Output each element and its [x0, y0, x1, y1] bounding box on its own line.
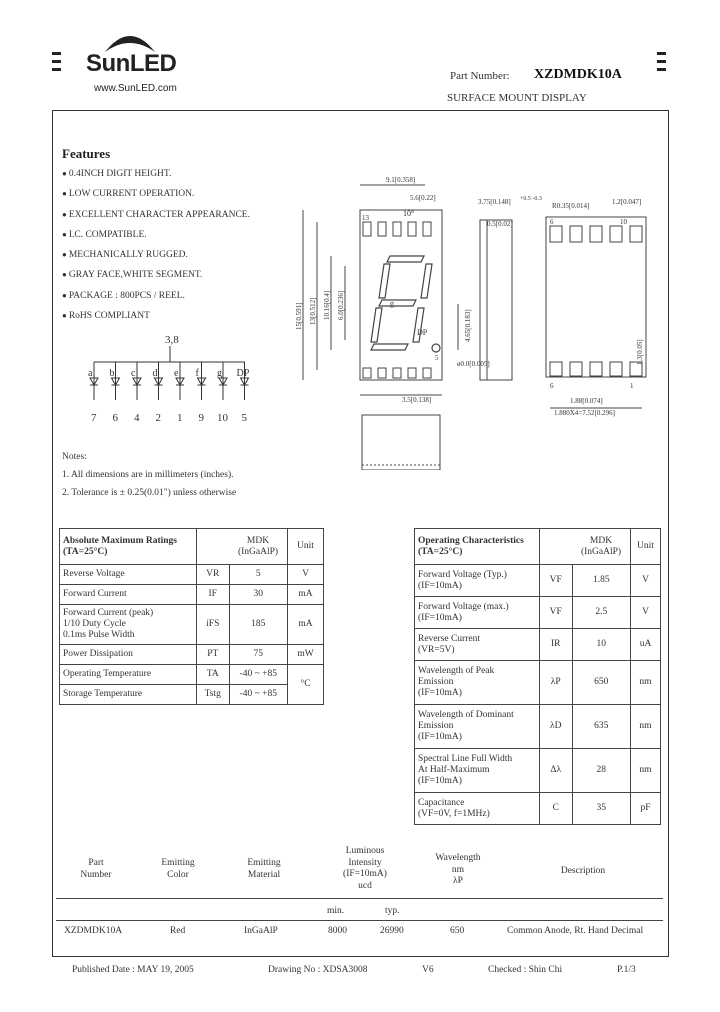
symbol-cell: IF	[197, 585, 230, 605]
dim-width-top: 9.1[0.358]	[386, 176, 416, 184]
table-row	[60, 665, 324, 685]
note-item: 1. All dimensions are in millimeters (inches).	[62, 470, 234, 480]
value-cell: 5	[229, 565, 288, 585]
segment-label: c	[131, 368, 136, 379]
pin5-label: 5	[435, 354, 439, 362]
param-cell: Spectral Line Full Width At Half-Maximum (IF=10mA)	[415, 749, 540, 793]
left-side-mark	[52, 52, 61, 76]
slant-angle-label: 10°	[403, 209, 415, 218]
unit-cell: mA	[288, 605, 324, 645]
unit-cell: nm	[631, 661, 661, 705]
segment-label: b	[109, 368, 115, 379]
abs-max-table	[59, 528, 324, 705]
param-cell: Forward Current (peak) 1/10 Duty Cycle 0.1ms Pulse Width	[60, 605, 197, 645]
value-cell: 1.85	[572, 565, 631, 597]
value-cell: -40 ~ +85	[229, 685, 288, 705]
sel-row-material: InGaAlP	[244, 926, 278, 936]
table-row	[415, 749, 661, 793]
value-cell: 10	[572, 629, 631, 661]
param-cell: Storage Temperature	[60, 685, 197, 705]
unit-cell: °C	[288, 665, 324, 705]
symbol-cell: C	[540, 793, 573, 825]
pin10-label: 10	[620, 218, 627, 226]
part-number: XZDMDK10A	[534, 67, 622, 82]
param-cell: Wavelength of Peak Emission (IF=10mA)	[415, 661, 540, 705]
unit-cell: V	[631, 597, 661, 629]
sel-sub-typ: typ.	[385, 906, 400, 916]
sel-hdr-luminous: Luminous Intensity (IF=10mA) ucd	[343, 846, 387, 891]
dim-height-10: 10.16[0.4]	[323, 290, 331, 320]
mechanical-drawing	[290, 170, 660, 470]
value-cell: 650	[572, 661, 631, 705]
sel-row-description: Common Anode, Rt. Hand Decimal	[507, 926, 644, 936]
part-number-label: Part Number:	[450, 70, 510, 82]
right-side-mark	[657, 52, 666, 76]
common-pins-label: 3,8	[165, 334, 179, 346]
seven-segment-digit	[371, 256, 440, 352]
op-char-header: Operating Characteristics (TA=25°C)	[415, 529, 540, 565]
param-cell: Forward Voltage (max.) (IF=10mA)	[415, 597, 540, 629]
pin-number: 10	[217, 412, 228, 424]
dim-height-total: 15[0.591]	[295, 302, 303, 330]
dim-height-6: 6.0[0.236]	[337, 290, 345, 320]
notes-title: Notes:	[62, 452, 87, 462]
segment-label: g	[217, 368, 222, 379]
param-cell: Reverse Voltage	[60, 565, 197, 585]
pin-number: 7	[91, 412, 97, 424]
feature-item: ● GRAY FACE,WHITE SEGMENT.	[62, 265, 250, 285]
value-cell: -40 ~ +85	[229, 665, 288, 685]
param-cell: Power Dissipation	[60, 645, 197, 665]
dim-seg-spacing: 5.6[0.22]	[410, 194, 436, 202]
value-cell: 30	[229, 585, 288, 605]
table-row	[415, 629, 661, 661]
feature-item: ● EXCELLENT CHARACTER APPEARANCE.	[62, 205, 250, 225]
abs-max-header: Absolute Maximum Ratings (TA=25°C)	[60, 529, 197, 565]
product-subtitle: SURFACE MOUNT DISPLAY	[447, 92, 587, 104]
param-cell: Wavelength of Dominant Emission (IF=10mA)	[415, 705, 540, 749]
segment-label: d	[152, 368, 158, 379]
features-title: Features	[62, 146, 111, 161]
dim-side-inner: 0.5[0.02]	[487, 220, 513, 228]
sel-row-typ: 26990	[380, 926, 404, 936]
unit-cell: pF	[631, 793, 661, 825]
pin-number: 9	[198, 412, 204, 424]
symbol-cell: Tstg	[197, 685, 230, 705]
footer-drawing: Drawing No : XDSA3008	[268, 965, 368, 975]
feature-item: ● MECHANICALLY RUGGED.	[62, 245, 250, 265]
sel-sub-min: min.	[327, 906, 345, 916]
param-cell: Forward Voltage (Typ.) (IF=10mA)	[415, 565, 540, 597]
feature-item: ● PACKAGE : 800PCS / REEL.	[62, 286, 250, 306]
table-row	[60, 605, 324, 645]
table-row	[415, 705, 661, 749]
table-row	[60, 565, 324, 585]
feature-item: ● LOW CURRENT OPERATION.	[62, 184, 250, 204]
g-label: g	[390, 299, 394, 308]
unit-cell: nm	[631, 705, 661, 749]
op-char-table	[414, 528, 661, 825]
unit-cell: uA	[631, 629, 661, 661]
brand-url: www.SunLED.com	[94, 83, 177, 94]
footer-published: Published Date : MAY 19, 2005	[72, 965, 194, 975]
table-row	[60, 585, 324, 605]
abs-max-col-unit: Unit	[288, 529, 324, 565]
notes-block	[62, 448, 236, 502]
features-list	[62, 164, 250, 326]
pin6-label: 6	[550, 218, 554, 226]
footer-page: P.1/3	[617, 965, 636, 975]
footer-checked: Checked : Shin Chi	[488, 965, 563, 975]
op-char-col-mdk: MDK (InGaAlP)	[572, 529, 631, 565]
dim-dp-height: 4.65[0.183]	[464, 309, 472, 342]
dim-pin-w: 1.2[0.047]	[612, 198, 642, 206]
segment-label: DP	[236, 368, 250, 379]
unit-cell: V	[288, 565, 324, 585]
segment-label: e	[174, 368, 179, 379]
param-cell: Capacitance (VF=0V, f=1MHz)	[415, 793, 540, 825]
dim-bottom-width: 3.5[0.138]	[402, 396, 432, 404]
unit-cell: V	[631, 565, 661, 597]
pin-number: 2	[155, 412, 161, 424]
dim-pin-len: 1.3[0.05]	[636, 339, 644, 365]
side-view-body	[480, 220, 512, 380]
value-cell: 28	[572, 749, 631, 793]
value-cell: 635	[572, 705, 631, 749]
selection-guide	[52, 846, 667, 946]
unit-cell: mW	[288, 645, 324, 665]
table-row	[415, 565, 661, 597]
dim-side-thick: 3.75[0.148]	[478, 198, 511, 206]
pin-number: 5	[241, 412, 247, 424]
symbol-cell: λD	[540, 705, 573, 749]
sel-hdr-wavelength: Wavelength nm λP	[435, 853, 481, 886]
pin1-label: 1	[630, 382, 634, 390]
pin-number: 1	[177, 412, 183, 424]
dp-label: DP	[417, 328, 428, 337]
symbol-cell: PT	[197, 645, 230, 665]
dim-pin-pitch: R0.35[0.014]	[552, 202, 590, 210]
table-row	[60, 685, 324, 705]
sel-hdr-material: Emitting Material	[247, 858, 281, 880]
dim-side-tol: +0.5 -0.3	[520, 196, 542, 202]
feature-item: ● 0.4INCH DIGIT HEIGHT.	[62, 164, 250, 184]
symbol-cell: Δλ	[540, 749, 573, 793]
sel-row-wavelength: 650	[450, 926, 465, 936]
value-cell: 2.5	[572, 597, 631, 629]
table-row	[415, 793, 661, 825]
bottom-view-body	[362, 415, 440, 470]
pin-number: 4	[134, 412, 140, 424]
param-cell: Operating Temperature	[60, 665, 197, 685]
table-row	[415, 661, 661, 705]
table-row	[415, 597, 661, 629]
feature-item: ● I.C. COMPATIBLE.	[62, 225, 250, 245]
symbol-cell: VF	[540, 597, 573, 629]
abs-max-col-mdk: MDK (InGaAlP)	[229, 529, 288, 565]
dim-dp-dia: ø0.0[0.005]	[457, 360, 490, 368]
param-cell: Forward Current	[60, 585, 197, 605]
op-char-col-unit: Unit	[631, 529, 661, 565]
symbol-cell: TA	[197, 665, 230, 685]
unit-cell: nm	[631, 749, 661, 793]
feature-item: ● RoHS COMPLIANT	[62, 306, 250, 326]
segment-label: f	[195, 368, 199, 379]
dim-pin-sp: 1.88[0.074]	[570, 397, 603, 405]
pin-side-view	[546, 217, 646, 377]
dim-pin-total: 1.880X4=7.52[0.296]	[554, 409, 615, 417]
sel-row-color: Red	[170, 926, 186, 936]
sel-hdr-description: Description	[560, 866, 606, 876]
param-cell: Reverse Current (VR=5V)	[415, 629, 540, 661]
value-cell: 185	[229, 605, 288, 645]
symbol-cell: VF	[540, 565, 573, 597]
value-cell: 75	[229, 645, 288, 665]
pin6b-label: 6	[550, 382, 554, 390]
footer-version: V6	[422, 965, 434, 975]
brand-logo: SunLED	[86, 50, 177, 77]
table-row	[60, 645, 324, 665]
symbol-cell: λP	[540, 661, 573, 705]
sel-hdr-color: Emitting Color	[161, 858, 195, 880]
symbol-cell: IR	[540, 629, 573, 661]
sel-row-min: 8000	[328, 926, 347, 936]
sel-hdr-part: Part Number	[80, 858, 112, 880]
sel-row-part: XZDMDK10A	[64, 926, 123, 936]
segment-label: a	[88, 368, 93, 379]
pin-number: 6	[112, 412, 118, 424]
pin13-label: 13	[362, 214, 369, 222]
note-item: 2. Tolerance is ± 0.25(0.01") unless otherwise	[62, 488, 237, 498]
value-cell: 35	[572, 793, 631, 825]
symbol-cell: VR	[197, 565, 230, 585]
unit-cell: mA	[288, 585, 324, 605]
internal-circuit-diagram	[80, 330, 265, 425]
symbol-cell: iFS	[197, 605, 230, 645]
segment-diodes	[88, 362, 250, 424]
dim-height-13: 13[0.512]	[309, 297, 317, 325]
